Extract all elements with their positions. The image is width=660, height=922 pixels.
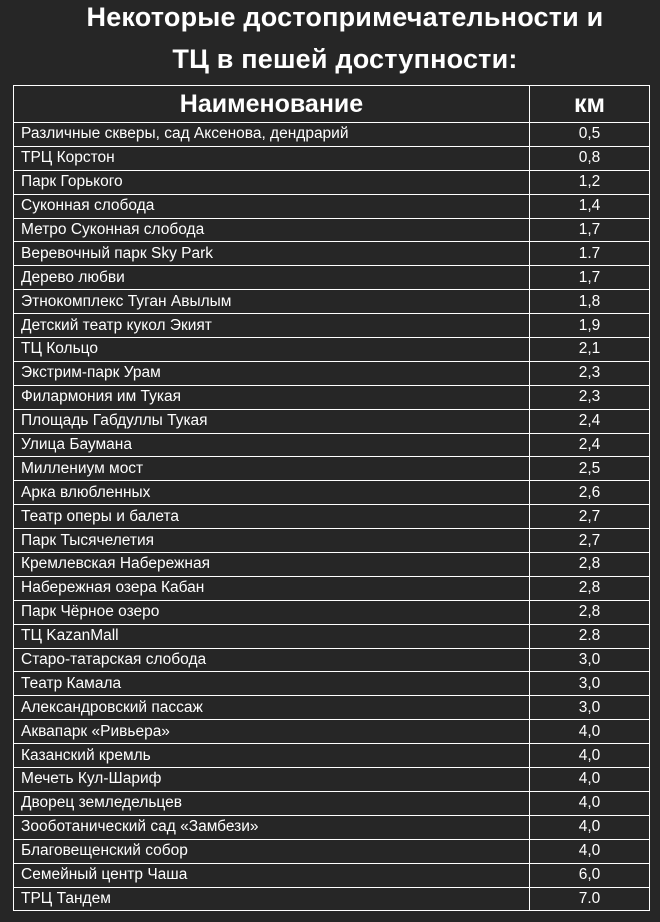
distance-km-cell: 2,8 [530,576,650,600]
place-name-cell: Александровский пассаж [14,696,530,720]
table-row [14,146,650,170]
place-name-cell: ТРЦ Корстон [14,146,530,170]
distance-km-cell: 1,4 [530,194,650,218]
distance-km-cell: 4,0 [530,791,650,815]
table-row [14,529,650,553]
distance-km-cell: 2,8 [530,600,650,624]
place-name-cell: Благовещенский собор [14,839,530,863]
table-row [14,457,650,481]
distance-km-cell: 2,3 [530,385,650,409]
table-row [14,696,650,720]
place-name-cell: ТЦ Кольцо [14,338,530,362]
distance-km-cell: 1,9 [530,314,650,338]
place-name-cell: Миллениум мост [14,457,530,481]
table-row [14,505,650,529]
place-name-cell: Парк Тысячелетия [14,529,530,553]
distance-km-cell: 4,0 [530,815,650,839]
distance-km-cell: 1,2 [530,170,650,194]
table-row [14,600,650,624]
table-row [14,648,650,672]
place-name-cell: Набережная озера Кабан [14,576,530,600]
place-name-cell: Улица Баумана [14,433,530,457]
distance-km-cell: 1.7 [530,242,650,266]
table-row [14,815,650,839]
place-name-cell: Дерево любви [14,266,530,290]
place-name-cell: Парк Горького [14,170,530,194]
place-name-cell: Старо-татарская слобода [14,648,530,672]
table-body [14,123,650,911]
distance-km-cell: 2,6 [530,481,650,505]
place-name-cell: ТЦ KazanMall [14,624,530,648]
table-row [14,194,650,218]
distance-km-cell: 4,0 [530,839,650,863]
distance-km-cell: 0,8 [530,146,650,170]
table-row [14,768,650,792]
place-name-cell: Семейный центр Чаша [14,863,530,887]
distance-km-cell: 1,8 [530,290,650,314]
distance-km-cell: 0,5 [530,123,650,147]
distance-km-cell: 2.8 [530,624,650,648]
place-name-cell: Аквапарк «Ривьера» [14,720,530,744]
place-name-cell: Дворец земледельцев [14,791,530,815]
table-row [14,170,650,194]
distance-km-cell: 2,4 [530,433,650,457]
table-row [14,409,650,433]
table-row [14,720,650,744]
table-row [14,887,650,911]
place-name-cell: Казанский кремль [14,744,530,768]
table-row [14,481,650,505]
table-row [14,839,650,863]
distance-km-cell: 2,8 [530,553,650,577]
page-title-line-1: Некоторые достопримечательности и [86,2,604,32]
table-row [14,433,650,457]
distance-km-cell: 3,0 [530,648,650,672]
table-row [14,624,650,648]
distance-km-cell: 2,7 [530,529,650,553]
place-name-cell: Арка влюбленных [14,481,530,505]
table-row [14,863,650,887]
table-row [14,672,650,696]
column-header-name: Наименование [14,86,530,123]
table-row [14,791,650,815]
distance-km-cell: 2,4 [530,409,650,433]
table-header-row [14,86,650,123]
place-name-cell: Этнокомплекс Туган Авылым [14,290,530,314]
distance-km-cell: 3,0 [530,696,650,720]
table-row [14,314,650,338]
place-name-cell: Детский театр кукол Экият [14,314,530,338]
table-row [14,242,650,266]
table-row [14,385,650,409]
place-name-cell: Театр оперы и балета [14,505,530,529]
place-name-cell: Парк Чёрное озеро [14,600,530,624]
column-header-km: км [530,86,650,123]
places-table [13,85,650,911]
distance-km-cell: 3,0 [530,672,650,696]
table-row [14,553,650,577]
distance-km-cell: 2,3 [530,361,650,385]
place-name-cell: Кремлевская Набережная [14,553,530,577]
distance-km-cell: 4,0 [530,744,650,768]
table-row [14,266,650,290]
place-name-cell: Экстрим-парк Урам [14,361,530,385]
table-row [14,576,650,600]
place-name-cell: Филармония им Тукая [14,385,530,409]
table-row [14,744,650,768]
table-row [14,338,650,362]
place-name-cell: Различные скверы, сад Аксенова, дендрарий [14,123,530,147]
distance-km-cell: 1,7 [530,218,650,242]
page-title-line-2: ТЦ в пешей доступности: [172,44,518,74]
distance-km-cell: 4,0 [530,720,650,744]
distance-km-cell: 4,0 [530,768,650,792]
place-name-cell: Суконная слобода [14,194,530,218]
place-name-cell: Зооботанический сад «Замбези» [14,815,530,839]
table-row [14,123,650,147]
distance-km-cell: 7.0 [530,887,650,911]
distance-km-cell: 1,7 [530,266,650,290]
place-name-cell: Театр Камала [14,672,530,696]
distance-km-cell: 6,0 [530,863,650,887]
place-name-cell: Площадь Габдуллы Тукая [14,409,530,433]
table-row [14,218,650,242]
distance-km-cell: 2,7 [530,505,650,529]
distance-km-cell: 2,1 [530,338,650,362]
distance-km-cell: 2,5 [530,457,650,481]
place-name-cell: Мечеть Кул-Шариф [14,768,530,792]
place-name-cell: Метро Суконная слобода [14,218,530,242]
place-name-cell: Веревочный парк Sky Park [14,242,530,266]
table-row [14,361,650,385]
place-name-cell: ТРЦ Тандем [14,887,530,911]
table-row [14,290,650,314]
